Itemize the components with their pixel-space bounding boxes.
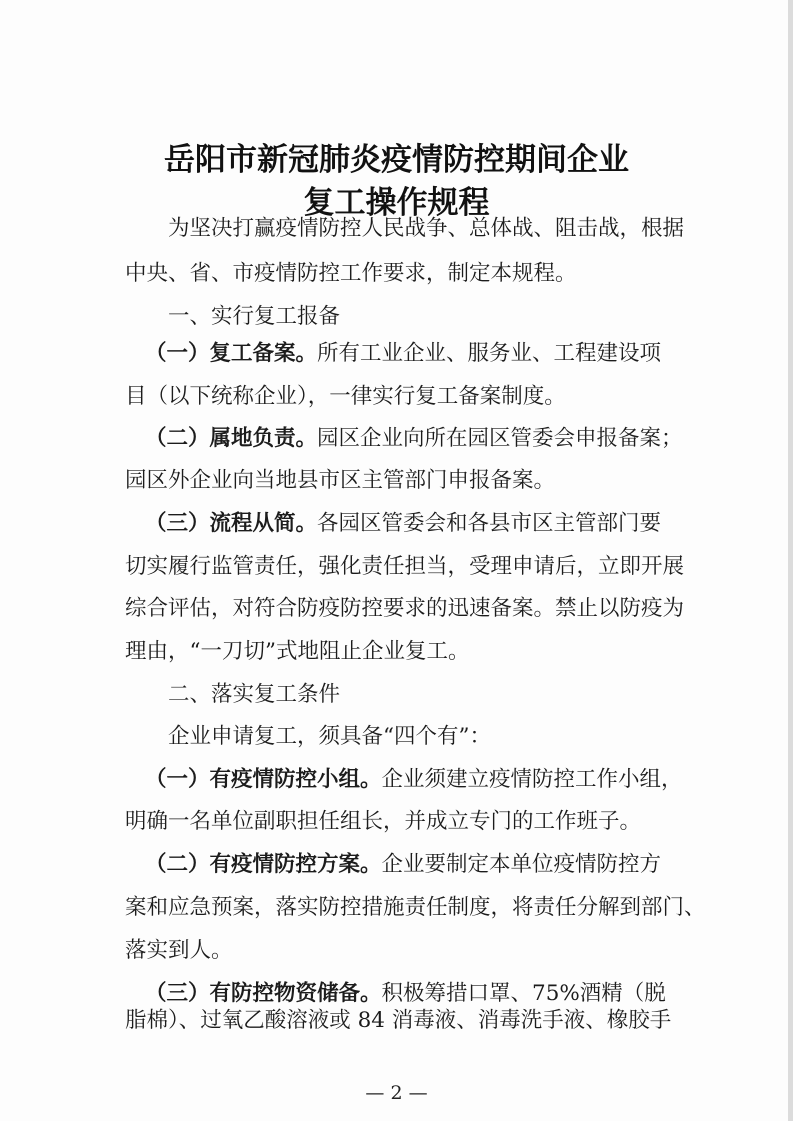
document-title-line2: 复工操作规程: [303, 185, 490, 221]
intro-line2: 中央、省、市疫情防控工作要求，制定本规程。: [125, 261, 577, 286]
section1-item2-text1: 园区企业向所在园区管委会申报备案；: [317, 426, 683, 451]
section1-item2-line2: 园区外企业向当地县市区主管部门申报备案。: [125, 468, 556, 493]
section2-item2-text1: 企业要制定本单位疫情防控方: [381, 852, 662, 877]
section1-item2-line1: [145, 425, 683, 453]
page-number: — 2 —: [365, 1082, 428, 1104]
section2-item2-line3: 落实到人。: [125, 938, 233, 963]
document-title-line1: 岳阳市新冠肺炎疫情防控期间企业: [164, 142, 629, 178]
section1-item1-line1: [145, 340, 661, 368]
section1-item3-text1: 各园区管委会和各县市区主管部门要: [317, 511, 662, 536]
section2-intro: 企业申请复工，须具备“四个有”：: [168, 724, 491, 749]
section1-item3-line3: 综合评估，对符合防疫防控要求的迅速备案。禁止以防疫为: [125, 596, 685, 621]
section1-item3-line4: 理由，“一刀切”式地阻止企业复工。: [125, 639, 470, 664]
section1-heading: 一、实行复工报备: [168, 304, 341, 329]
intro-line1: 为坚决打赢疫情防控人民战争、总体战、阻击战，根据: [168, 216, 685, 241]
section1-item3-line1: [145, 510, 661, 538]
section2-item3-line1: [145, 980, 666, 1008]
section1-item3-label: （三）流程从简。: [145, 511, 318, 536]
section1-item1-line2: 目（以下统称企业），一律实行复工备案制度。: [125, 384, 566, 409]
section2-item2-line1: [145, 851, 661, 879]
section1-item3-line2: 切实履行监管责任，强化责任担当，受理申请后，立即开展: [125, 554, 685, 579]
section2-item1-label: （一）有疫情防控小组。: [145, 767, 382, 792]
section2-heading: 二、落实复工条件: [168, 682, 341, 707]
section1-item1-label: （一）复工备案。: [145, 341, 318, 366]
section1-item1-text1: 所有工业企业、服务业、工程建设项: [317, 341, 662, 366]
section2-item2-line2: 案和应急预案，落实防控措施责任制度，将责任分解到部门、: [125, 895, 706, 920]
section2-item3-text1: 积极筹措口罩、75%酒精（脱: [381, 981, 666, 1006]
section2-item1-text1: 企业须建立疫情防控工作小组，: [381, 767, 683, 792]
section2-item2-label: （二）有疫情防控方案。: [145, 852, 382, 877]
section2-item1-line1: [145, 766, 683, 794]
section2-item1-line2: 明确一名单位副职担任组长，并成立专门的工作班子。: [125, 809, 642, 834]
section2-item3-line2: 脂棉）、过氧乙酸溶液或 84 消毒液、消毒洗手液、橡胶手: [125, 1008, 672, 1033]
section1-item2-label: （二）属地负责。: [145, 426, 318, 451]
section2-item3-label: （三）有防控物资储备。: [145, 981, 382, 1006]
